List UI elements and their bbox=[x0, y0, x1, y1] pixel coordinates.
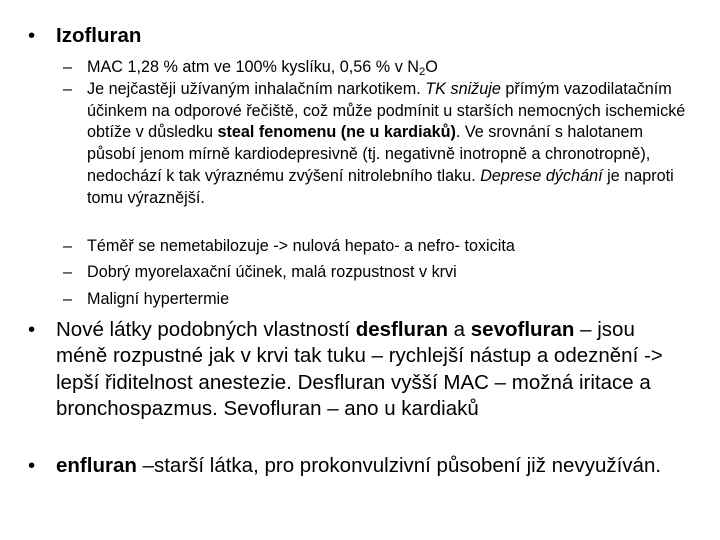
sub-item-metabolism bbox=[63, 236, 691, 258]
text: –starší látka, pro prokonvulzivní působení již nevyužíván. bbox=[136, 454, 662, 477]
text: Je nejčastěji užívaným inhalačním narkotikem. bbox=[87, 80, 426, 98]
bullet-icon: • bbox=[28, 454, 36, 477]
subscript-2: 2 bbox=[418, 66, 426, 78]
text: Téměř se nemetabilozuje -> nulová hepato- a nefro- toxicita bbox=[87, 237, 515, 255]
text: Maligní hypertermie bbox=[87, 290, 230, 308]
text: přímým vazodilatačním účinkem na odporové řečiště, což může podmínit u starších nemocných ischemické obtíže v důsledku bbox=[87, 80, 686, 142]
mac-text: MAC 1,28 % atm ve 100% kyslíku, 0,56 % v N bbox=[87, 58, 419, 76]
bold-text: enfluran bbox=[56, 454, 137, 477]
sub-item-hypertermie bbox=[63, 289, 691, 311]
dash-icon: – bbox=[63, 237, 73, 255]
dash-icon: – bbox=[63, 290, 73, 308]
text: . Ve srovnání s halotanem působí jenom mírně kardiodepresivně (tj. negativně inotropně a chronotropně), nedochází k tak výraznému zvýšení nitrolebního tlaku. bbox=[87, 123, 651, 185]
text: Dobrý myorelaxační účinek, malá rozpustnost v krvi bbox=[87, 263, 457, 281]
bold-text: desfluran bbox=[355, 318, 448, 341]
text: je naproti tomu výraznější. bbox=[87, 166, 674, 207]
heading-izofluran: Izofluran bbox=[56, 24, 142, 47]
italic-text: TK snižuje bbox=[425, 80, 501, 98]
bold-text: steal fenomenu (ne u kardiaků) bbox=[217, 123, 456, 142]
bullet-icon: • bbox=[28, 318, 36, 341]
mac-text-end: O bbox=[425, 58, 438, 76]
text: Nové látky podobných vlastností bbox=[56, 318, 356, 341]
dash-icon: – bbox=[63, 263, 73, 281]
dash-icon: – bbox=[63, 58, 73, 76]
sub-item-mac bbox=[63, 57, 691, 79]
text: – jsou méně rozpustné jak v krvi tak tuku – rychlejší nástup a odeznění -> lepší řiditelnost anestezie. Desfluran vyšší MAC – možná iritace a bronchospazmus. Sevofluran – ano u kardiaků bbox=[56, 318, 663, 421]
text: a bbox=[447, 318, 471, 341]
italic-text: Deprese dýchání bbox=[480, 166, 603, 185]
sub-item-narkotikem bbox=[63, 79, 691, 209]
dash-icon: – bbox=[63, 80, 73, 98]
bullet-icon: • bbox=[28, 24, 36, 47]
bold-text: sevofluran bbox=[470, 318, 575, 341]
bullet-item-nove-latky bbox=[28, 317, 688, 423]
bullet-item-enfluran bbox=[28, 453, 688, 479]
sub-item-myorelaxace bbox=[63, 262, 691, 284]
bullet-item-izofluran bbox=[28, 23, 688, 49]
